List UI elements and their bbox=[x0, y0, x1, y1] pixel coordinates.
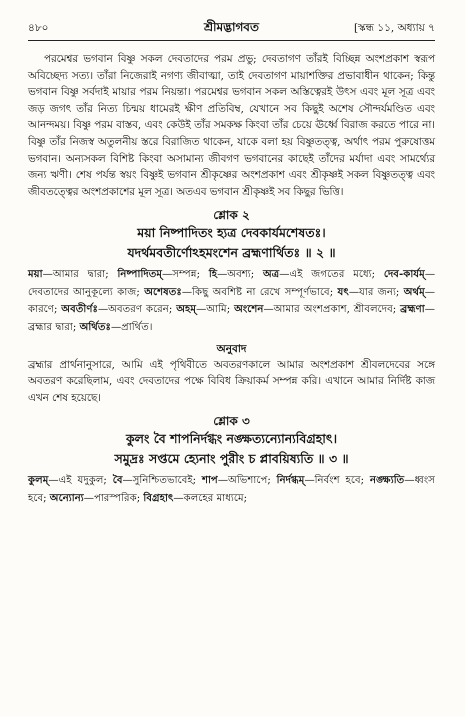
verse-3-line-2: সমুদ্রঃ সপ্তমে হ্যেনাং পুরীং চ প্লাবয়িষ্যতি ॥ ৩ ॥ bbox=[114, 451, 349, 467]
synonym-meaning: —যার জন্য; bbox=[348, 286, 404, 298]
synonym-meaning: —কলহের মাধ্যমে; bbox=[173, 492, 248, 504]
synonym-word: অশেষতঃ bbox=[144, 285, 182, 298]
synonym-word: হি bbox=[208, 268, 218, 281]
synonym-meaning: —সুনিশ্চিতভাবেই; bbox=[122, 475, 202, 487]
synonym-word: অবতীর্ণঃ bbox=[61, 303, 98, 316]
synonym-meaning: —প্রার্থিত। bbox=[110, 321, 153, 333]
synonym-word: অহম্ bbox=[176, 303, 197, 316]
translation-label: অনুবাদ bbox=[216, 342, 247, 355]
synonym-word: অর্থিতঃ bbox=[79, 320, 111, 333]
page-header bbox=[28, 14, 435, 41]
verse-2-line-2: যদর্থমবতীর্ণোঽহমংশেন ব্রহ্মণার্থিতঃ ॥ ২ ॥ bbox=[127, 245, 336, 261]
verse-2-translation: ব্রহ্মার প্রার্থনানুসারে, আমি এই পৃথিবীতে অবতরণকালে আমার অংশপ্রকাশ শ্রীবলদেবের সঙ্গে অবতরণ করেছিলাম, এবং দেবতাদের পক্ষে বিবিধ ক্রিয়াকর্ম সম্পন্ন করি। এখানে আমার নির্দিষ্ট কাজ এখন শেষ হয়েছে। bbox=[28, 358, 435, 404]
book-title: শ্রীমদ্ভাগবত bbox=[203, 20, 259, 34]
synonym-meaning: —অবশ্য; bbox=[217, 269, 263, 281]
synonym-meaning: —দেবতাদের আনুকূল্যে কাজ; bbox=[28, 269, 435, 298]
synonym-word: নঙ্ক্ষ্যতি bbox=[369, 474, 405, 487]
synonym-word: অন্যোন্য bbox=[49, 491, 84, 504]
synonym-meaning: —ধ্বংস হবে; bbox=[28, 475, 435, 504]
synonym-meaning: —পারস্পরিক; bbox=[83, 492, 144, 504]
synonym-word: ব্রহ্মণা bbox=[400, 303, 425, 316]
synonym-word: শাপ bbox=[201, 474, 218, 487]
synonym-word: অংশেন bbox=[234, 303, 264, 316]
synonym-meaning: —অবতরণ করেন; bbox=[97, 304, 177, 316]
synonym-meaning: —কারণে; bbox=[28, 286, 435, 316]
synonym-meaning: —এই জগতের মধ্যে; bbox=[279, 269, 384, 281]
synonym-meaning: —এই যদুকুল; bbox=[48, 475, 113, 487]
synonym-word: অত্র bbox=[262, 268, 280, 281]
verse-3-heading: শ্লোক ৩ bbox=[213, 414, 250, 429]
synonym-word: নিষ্পাদিতম্ bbox=[117, 268, 163, 281]
synonym-word: কুলম্ bbox=[28, 474, 49, 487]
page-number: ৪৮০ bbox=[28, 22, 49, 34]
synonym-word: বৈ bbox=[112, 474, 123, 487]
page bbox=[0, 14, 465, 717]
synonym-meaning: —অভিশাপে; bbox=[217, 475, 277, 487]
synonym-meaning: —আমি; bbox=[196, 304, 235, 316]
synonym-word: দেব-কার্যম্ bbox=[383, 268, 425, 281]
purport-paragraph: পরমেশ্বর ভগবান বিষ্ণু সকল দেবতাদের পরম প্রভু; দেবতাগণ তাঁরই বিচ্ছিন্ন অংশপ্রকাশ স্বরূপ অবিচ্ছেদ্য সত্য। তাঁরা নিজেরাই নগণ্য জীবাত্মা, তাই দেবতাগণ মায়াশক্তির প্রভাবাধীন থাকেন; কিন্তু ভগবান বিষ্ণু সর্বদাই মায়ার পরম নিয়ন্তা। পরমেশ্বর ভগবান সকল অস্তিত্বেরই উৎস এবং মূল সূত্র এবং জড় জগৎ তাঁর নিত্য চিন্ময় ধামেরই ক্ষীণ প্রতিবিম্ব, যেখানে সব কিছুই অশেষ সৌন্দর্যমণ্ডিত এবং আনন্দময়। বিষ্ণু পরম বাস্তব, এবং কেউই তাঁর সমকক্ষ কিংবা তাঁর চেয়ে ঊর্ধ্বে বিরাজ করতে পারে না। বিষ্ণু তাঁর নিজস্ব অতুলনীয় স্তরে বিরাজিত থাকেন, যাকে বলা হয় বিষ্ণুতত্ত্ব, অর্থাৎ পরম পুরুষোত্তম ভগবান। অন্যসকল বিশিষ্ট কিংবা অসামান্য জীবগণ ভগবানের কাছেই তাঁদের মর্যাদা এবং সামর্থ্যের জন্য ঋণী। শেষ পর্যন্ত স্বয়ং বিষ্ণুই ভগবান শ্রীকৃষ্ণের অংশপ্রকাশ এবং শ্রীকৃষ্ণই সকল বিষ্ণুতত্ত্ব এবং জীবতত্ত্বের অংশপ্রকাশের মূল সূত্র। অতএব ভগবান শ্রীকৃষ্ণই সব কিছুর ভিত্তি। bbox=[28, 53, 435, 198]
synonym-meaning: —সম্পন্ন; bbox=[162, 269, 209, 281]
synonym-word: বিগ্রহাৎ bbox=[143, 491, 174, 504]
synonym-meaning: —ব্রহ্মার দ্বারা; bbox=[28, 304, 435, 333]
synonym-meaning: —আমার দ্বারা; bbox=[42, 269, 118, 281]
verse-2-heading: শ্লোক ২ bbox=[213, 208, 250, 223]
synonym-meaning: —আমার অংশপ্রকাশ, শ্রীবলদেব; bbox=[263, 304, 401, 316]
synonym-word: যৎ bbox=[337, 285, 349, 298]
verse-2-line-1: ময়া নিষ্পাদিতং হ্যত্র দেবকার্যমশেষতঃ। bbox=[137, 225, 326, 241]
synonym-word: ময়া bbox=[28, 268, 43, 281]
synonym-word: অর্থম্ bbox=[403, 285, 425, 298]
verse-3-line-1: কুলং বৈ শাপনির্দগ্ধং নঙ্ক্ষত্যন্যোন্যবিগ্রহাৎ। bbox=[125, 431, 338, 447]
verse-3-synonyms bbox=[28, 472, 435, 507]
verse-2-synonyms bbox=[28, 266, 435, 336]
synonym-meaning: —নির্বংশ হবে; bbox=[304, 475, 370, 487]
section-label: [স্কন্ধ ১১, অধ্যায় ৭ bbox=[353, 22, 435, 34]
synonym-word: নির্দগ্ধম্ bbox=[276, 474, 305, 487]
synonym-meaning: —কিছু অবশিষ্ট না রেখে সম্পূর্ণভাবে; bbox=[181, 286, 338, 298]
